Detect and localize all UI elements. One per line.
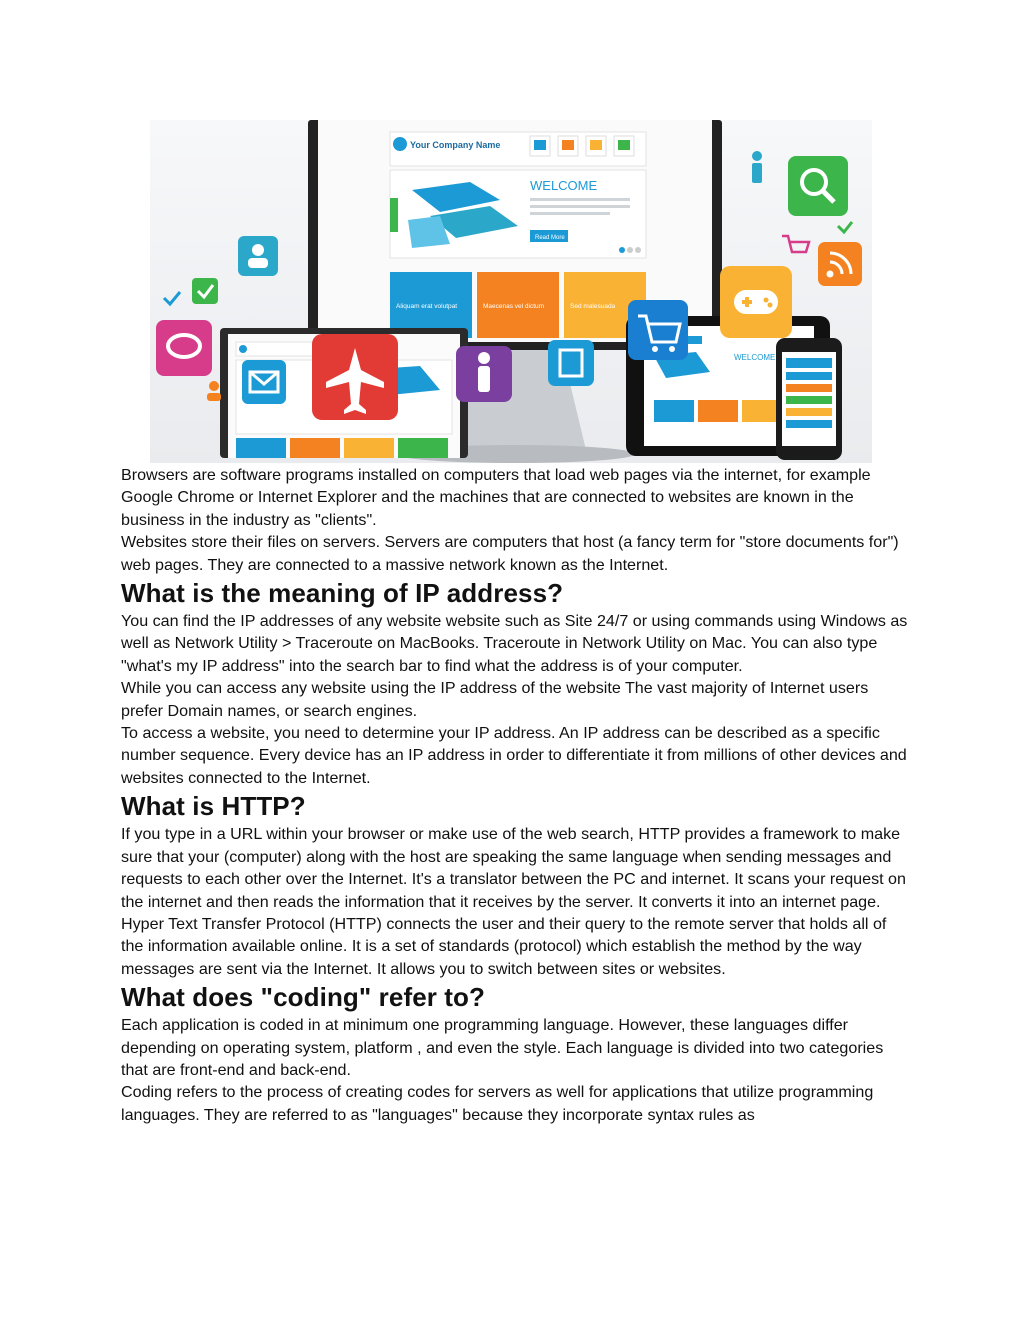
read-more-label: Read More (535, 235, 565, 241)
tile-2-label: Maecenas vel dictum (483, 303, 545, 310)
heading-http: What is HTTP? (121, 791, 306, 822)
checkmark-icon (192, 278, 218, 304)
gamepad-app-icon (720, 266, 792, 338)
mail-app-icon (242, 360, 286, 404)
airplane-app-icon (312, 334, 398, 420)
devices-illustration (150, 120, 872, 463)
search-app-icon (788, 156, 848, 216)
paragraph-ip-sequence: To access a website, you need to determine your IP address. An IP address can be described as a specific number sequence. Every device has an IP address in order to differentiate it from millions of other devices and websites connected to the Internet. (121, 724, 907, 787)
chat-app-icon (156, 320, 212, 376)
person-app-icon (456, 346, 512, 402)
paragraph-coding-definition: Coding refers to the process of creating codes for servers as well for applications that utilize programming languages. They are referred to as "languages" because they incorporate syntax rules as (121, 1083, 874, 1124)
video-app-icon (548, 340, 594, 386)
user-app-icon (238, 236, 278, 276)
paragraph-ip-domain: While you can access any website using the IP address of the website The vast majority of Internet users prefer Domain names, or search engines. (121, 679, 869, 720)
tablet-welcome: WELCOME (734, 353, 776, 362)
welcome-heading: WELCOME (530, 178, 598, 193)
cart-app-icon (628, 300, 688, 360)
rss-app-icon (818, 242, 862, 286)
small-person-icon (752, 151, 762, 183)
paragraph-browsers: Browsers are software programs installed on computers that load web pages via the internet, for example Google Chrome or Internet Explorer and the machines that are connected to websites are known in the business in the industry as "clients". (121, 466, 871, 529)
paragraph-ip-find: You can find the IP addresses of any website website such as Site 24/7 or using commands using Windows as well as Network Utility > Traceroute on MacBooks. Traceroute in Network Utility on Mac. You can also type "what's my IP address" into the search bar to find what the address is of your computer. (121, 612, 908, 675)
tile-3-label: Sed malesuada (570, 303, 616, 310)
paragraph-http-protocol: Hyper Text Transfer Protocol (HTTP) connects the user and their query to the remote server that holds all of the information available online. It is a set of standards (protocol) which establish the method by the way messages are sent via the Internet. It allows you to switch between sites or websites. (121, 914, 887, 978)
paragraph-http-framework: If you type in a URL within your browser or make use of the web search, HTTP provides a framework to make sure that your (computer) along with the host are speaking the same language when sending messages and requests to each other over the Internet. It's a translator between the PC and internet. It scans your request on the internet and then reads the information that it receives by the server. It converts it into an internet page. (121, 825, 906, 911)
article-content (121, 464, 911, 1126)
tile-1-label: Aliquam erat volutpat (396, 303, 458, 310)
paragraph-servers: Websites store their files on servers. Servers are computers that host (a fancy term for "store documents for") web pages. They are connected to a massive network known as the Internet. (121, 533, 899, 574)
phone (776, 338, 842, 460)
heading-coding: What does "coding" refer to? (121, 982, 486, 1013)
heading-ip-address: What is the meaning of IP address? (121, 578, 564, 609)
paragraph-coding-languages: Each application is coded in at minimum one programming language. However, these languages differ depending on operating system, platform , and even the style. Each language is divided into two categories that are front-end and back-end. (121, 1016, 884, 1079)
brand-logo-icon (393, 137, 407, 151)
brand-name: Your Company Name (410, 140, 501, 150)
